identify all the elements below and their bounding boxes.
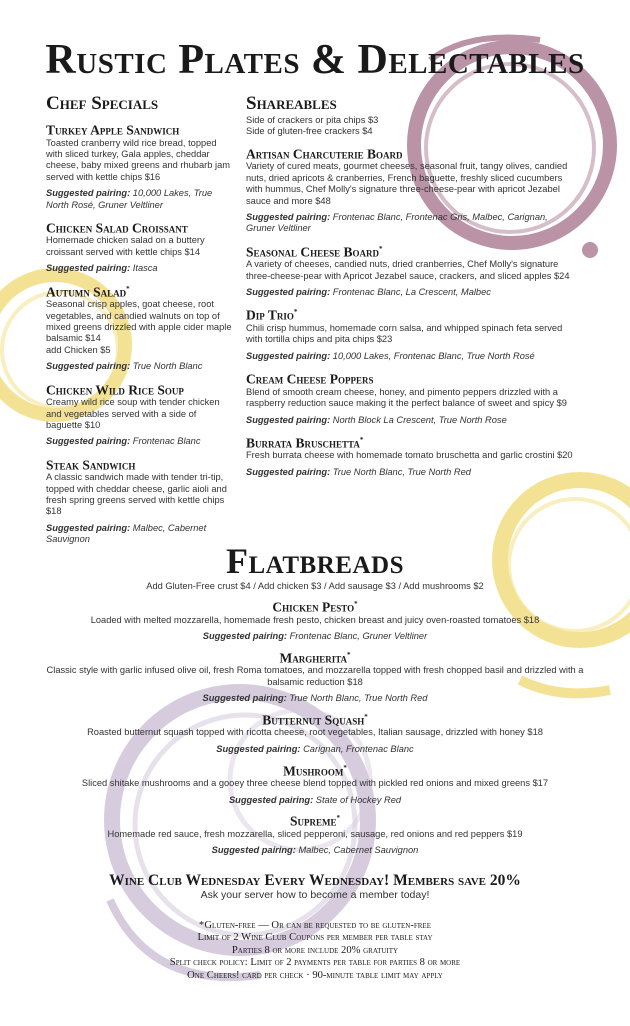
note-line: *Gluten-free — Or can be requested to be gluten-free [199, 920, 431, 931]
menu-title: Rustic Plates & Delectables [45, 37, 585, 83]
suggested-pairing: Suggested pairing: Frontenac Blanc, La Crescent, Malbec [246, 287, 491, 298]
note-line: Parties 8 or more include 20% gratuity [231, 944, 399, 956]
suggested-pairing: Suggested pairing: Itasca [46, 263, 158, 274]
note-line: Limit of 2 Wine Club Coupons per member per table stay [197, 932, 433, 944]
flatbreads-section [40, 580, 590, 862]
menu-item [246, 144, 576, 235]
item-name: Chicken Salad Croissant [46, 220, 188, 236]
menu-item [40, 648, 590, 705]
item-description: Classic style with garlic infused olive oil, fresh Roma tomatoes, and mozzarella topped with fresh chopped basil and drizzled with a balsamic reduction $18 [46, 665, 584, 687]
item-name: Chicken Wild Rice Soup [46, 382, 184, 398]
suggested-pairing: Suggested pairing: 10,000 Lakes, True North Rosé, Gruner Veltliner [46, 188, 213, 210]
item-description: Variety of cured meats, gourmet cheeses, seasonal fruit, tangy olives, candied nuts, dried apricots & cranberries, French baguette, freshly sliced cucumbers with hummus, Chef Molly's signature three-cheese-pear with apricot Jezabel sauce and more $48 [246, 161, 568, 206]
suggested-pairing: Suggested pairing: True North Blanc, True North Red [202, 693, 428, 704]
menu-item [246, 433, 576, 478]
suggested-pairing: Suggested pairing: Malbec, Cabernet Sauvignon [46, 522, 207, 545]
item-name: Butternut Squash* [262, 712, 368, 728]
item-name: Chicken Pesto* [272, 599, 358, 615]
suggested-pairing: Suggested pairing: North Block La Crescent, True North Rose [246, 414, 507, 425]
chef-specials-heading: Chef Specials [46, 93, 159, 114]
item-description: Sliced shitake mushrooms and a gooey three cheese blend topped with pickled red onions and mixed greens $17 [81, 778, 549, 789]
menu-item [46, 218, 232, 275]
menu-item [46, 120, 232, 211]
menu-item [40, 710, 590, 756]
item-description: Chili crisp hummus, homemade corn salsa, and whipped spinach feta served with tortilla chips and pita chips $23 [246, 322, 563, 345]
note-line: Split check policy: Limit of 2 payments per table for parties 8 or more [169, 957, 461, 969]
item-name: Margherita* [279, 650, 351, 666]
suggested-pairing: Suggested pairing: 10,000 Lakes, Frontenac Blanc, True North Rosé [246, 350, 535, 361]
note-line: One Cheers! card per check · 90-minute table limit may apply [187, 969, 443, 981]
item-description: Roasted butternut squash topped with ricotta cheese, root vegetables, Italian sausage, drizzled with honey $18 [87, 727, 543, 738]
flatbread-addons: Add Gluten-Free crust $4 / Add chicken $3 / Add sausage $3 / Add mushrooms $2 [146, 581, 484, 591]
menu-item [246, 305, 576, 362]
chef-specials-section [46, 94, 232, 553]
item-name: Supreme* [289, 813, 340, 829]
policy-notes [0, 920, 630, 982]
item-description: Seasonal crisp apples, goat cheese, root vegetables, and candied walnuts on top of mixed greens drizzled with apple cider maple balsamic $14 [46, 299, 232, 344]
item-name: Mushroom* [283, 763, 347, 779]
item-name: Dip Trio* [246, 307, 298, 323]
suggested-pairing: Suggested pairing: Frontenac Blanc, Frontenac Gris, Malbec, Carignan, Gruner Veltliner [246, 211, 548, 234]
item-name: Steak Sandwich [46, 457, 136, 473]
menu-item [46, 455, 232, 546]
item-name: Turkey Apple Sandwich [46, 122, 180, 138]
menu-item [246, 242, 576, 299]
item-description: Fresh burrata cheese with homemade tomato bruschetta and garlic crostini $20 [246, 450, 573, 461]
side-option: Side of crackers or pita chips $3 [246, 115, 379, 125]
side-option: Side of gluten-free crackers $4 [246, 126, 373, 137]
flatbreads-heading: Flatbreads [226, 541, 404, 581]
item-description: Toasted cranberry wild rice bread, topped with sliced turkey, Gala apples, cheddar cheese, baby mixed greens and rhubarb jam served with kettle chips $16 [46, 137, 230, 182]
wine-club-subtext: Ask your server how to become a member today! [200, 889, 430, 901]
item-description: Homemade chicken salad on a buttery croissant served with kettle chips $14 [46, 235, 205, 257]
item-description: Loaded with melted mozzarella, homemade fresh pesto, chicken breast and juicy oven-roasted tomatoes $18 [90, 614, 540, 625]
item-description: Homemade red sauce, fresh mozzarella, sliced pepperoni, sausage, red onions and red peppers $19 [107, 828, 523, 839]
shareables-heading: Shareables [246, 93, 337, 114]
suggested-pairing: Suggested pairing: Carignan, Frontenac Blanc [216, 744, 414, 755]
suggested-pairing: Suggested pairing: Malbec, Cabernet Sauvignon [211, 845, 419, 856]
item-description: A variety of cheeses, candied nuts, dried cranberries, Chef Molly's signature three-cheese-pear with Apricot Jezabel sauce, crackers, and sliced apples $24 [246, 259, 570, 281]
menu-item [46, 380, 232, 448]
menu-item [46, 282, 232, 373]
item-description: Creamy wild rice soup with tender chicken and vegetables served with a side of baguette $10 [46, 397, 220, 430]
item-name: Cream Cheese Poppers [246, 371, 374, 387]
menu-item [40, 597, 590, 643]
menu-item [40, 761, 590, 807]
wine-club-heading: Wine Club Wednesday Every Wednesday! Members save 20% [109, 872, 521, 889]
suggested-pairing: Suggested pairing: State of Hockey Red [228, 794, 402, 805]
suggested-pairing: Suggested pairing: True North Blanc [46, 361, 203, 372]
wine-club-banner [0, 872, 630, 902]
item-name: Seasonal Cheese Board* [246, 244, 383, 260]
suggested-pairing: Suggested pairing: Frontenac Blanc, Gruner Veltliner [202, 631, 428, 642]
item-description: A classic sandwich made with tender tri-tip, topped with cheddar cheese, garlic aioli and fresh spring greens served with kettle chips $18 [46, 472, 227, 517]
item-addon: add Chicken $5 [46, 344, 111, 355]
menu-item [40, 811, 590, 857]
item-name: Artisan Charcuterie Board [246, 146, 403, 162]
menu-item [246, 369, 576, 426]
suggested-pairing: Suggested pairing: Frontenac Blanc [46, 436, 201, 447]
item-name: Autumn Salad* [46, 284, 130, 300]
shareables-section [246, 94, 576, 485]
item-description: Blend of smooth cream cheese, honey, and pimento peppers drizzled with a raspberry reduction sauce making it the perfect balance of sweet and spicy $9 [246, 386, 567, 409]
suggested-pairing: Suggested pairing: True North Blanc, True North Red [246, 466, 471, 477]
item-name: Burrata Bruschetta* [246, 435, 364, 451]
